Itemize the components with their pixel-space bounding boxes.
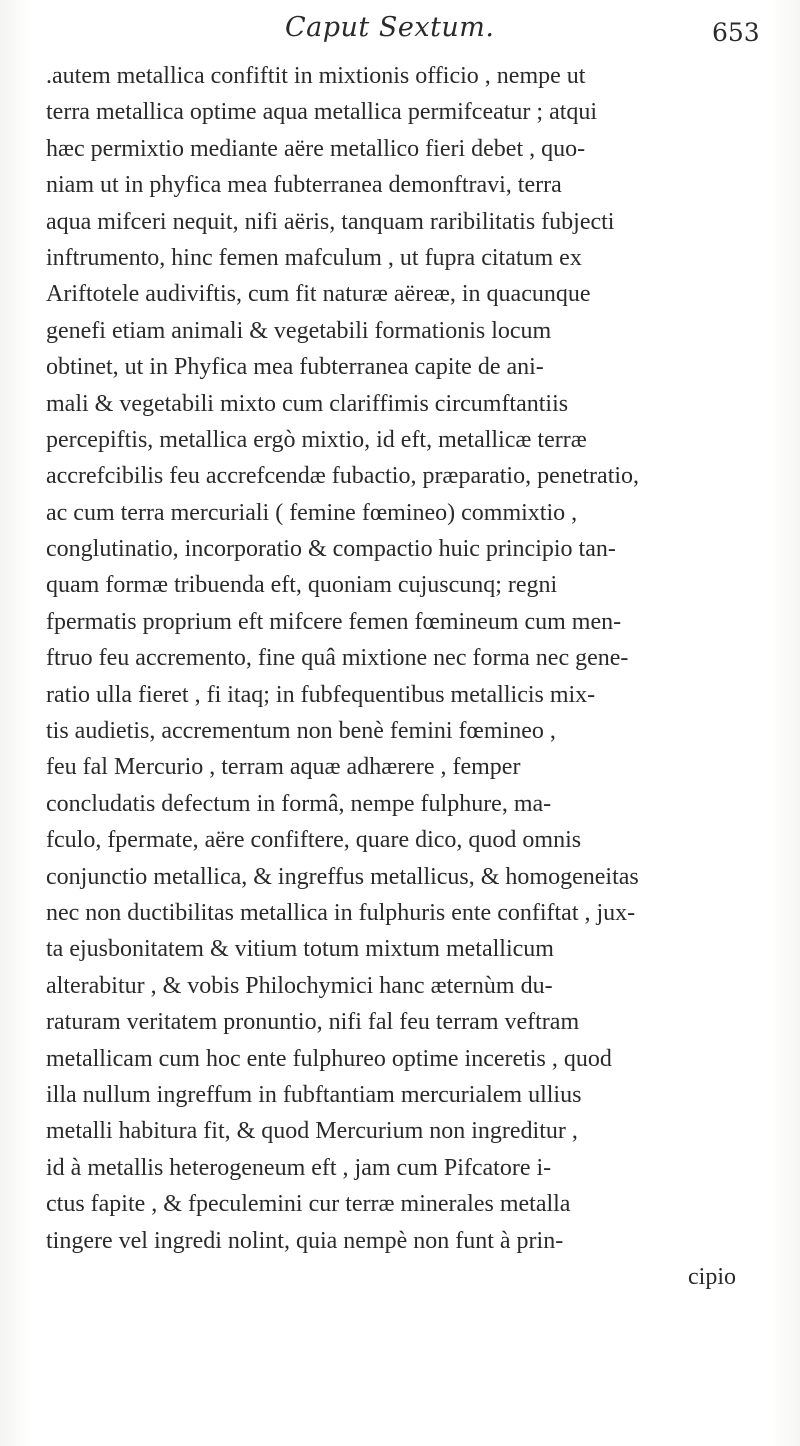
text-line: accrefcibilis feu accrefcendæ fubactio, præparatio, penetratio, (46, 463, 640, 490)
text-line: genefi etiam animali & vegetabili formationis locum (46, 317, 552, 344)
text-line: metalli habitura fit, & quod Mercurium non ingreditur , (46, 1118, 578, 1145)
text-line: percepiftis, metallica ergò mixtio, id eft, metallicæ terræ (46, 426, 587, 453)
text-line: obtinet, ut in Phyfica mea fubterranea capite de ani- (46, 354, 544, 381)
text-line: ta ejusbonitatem & vitium totum mixtum metallicum (46, 936, 554, 963)
text-line: id à metallis heterogeneum eft , jam cum Pifcatore i- (46, 1154, 552, 1181)
page-header (0, 12, 800, 52)
running-head: Caput Sextum. (285, 12, 495, 43)
text-line: concludatis defectum in formâ, nempe fulphure, ma- (46, 790, 552, 817)
text-line: ctus fapite , & fpeculemini cur terræ minerales metalla (46, 1191, 571, 1218)
text-line: quam formæ tribuenda eft, quoniam cujuscunq; regni (46, 572, 558, 599)
text-line: niam ut in phyfica mea fubterranea demonftravi, terra (46, 172, 562, 199)
text-line: tingere vel ingredi nolint, quia nempè non funt à prin- (46, 1227, 564, 1254)
text-line: .autem metallica confiftit in mixtionis officio , nempe ut (46, 63, 586, 89)
text-line: Ariftotele audiviftis, cum fit naturæ aëreæ, in quacunque (46, 281, 591, 308)
text-line: nec non ductibilitas metallica in fulphuris ente confiftat , jux- (46, 899, 636, 926)
page-number: 653 (712, 18, 760, 47)
text-line: hæc permixtio mediante aëre metallico fieri debet , quo- (46, 135, 586, 162)
text-line: conjunctio metallica, & ingreffus metallicus, & homogeneitas (46, 863, 639, 890)
text-line: fpermatis proprium eft mifcere femen fœmineum cum men- (46, 608, 622, 635)
text-line: ac cum terra mercuriali ( femine fœmineo) commixtio , (46, 499, 578, 526)
text-line: raturam veritatem pronuntio, nifi fal feu terram veftram (46, 1009, 580, 1036)
text-line: inftrumento, hinc femen mafculum , ut fupra citatum ex (46, 244, 582, 271)
text-line: ratio ulla fieret , fi itaq; in fubfequentibus metallicis mix- (46, 681, 596, 708)
text-line: fculo, fpermate, aëre confiftere, quare dico, quod omnis (46, 827, 582, 854)
body-text (46, 58, 776, 1295)
text-line: feu fal Mercurio , terram aquæ adhærere , femper (46, 754, 521, 781)
text-line: illa nullum ingreffum in fubftantiam mercurialem ullius (46, 1081, 582, 1108)
text-line: alterabitur , & vobis Philochymici hanc æternùm du- (46, 972, 553, 999)
text-line: conglutinatio, incorporatio & compactio huic principio tan- (46, 536, 616, 563)
text-line: ftruo feu accremento, fine quâ mixtione nec forma nec gene- (46, 645, 629, 672)
catchword: cipio (688, 1263, 736, 1290)
text-line: tis audietis, accrementum non benè femini fœmineo , (46, 718, 556, 745)
text-line: mali & vegetabili mixto cum clariffimis circumftantiis (46, 390, 569, 417)
text-line: aqua mifceri nequit, nifi aëris, tanquam raribilitatis fubjecti (46, 208, 615, 235)
text-line: metallicam cum hoc ente fulphureo optime inceretis , quod (46, 1045, 612, 1072)
text-line: terra metallica optime aqua metallica permifceatur ; atqui (46, 99, 598, 126)
